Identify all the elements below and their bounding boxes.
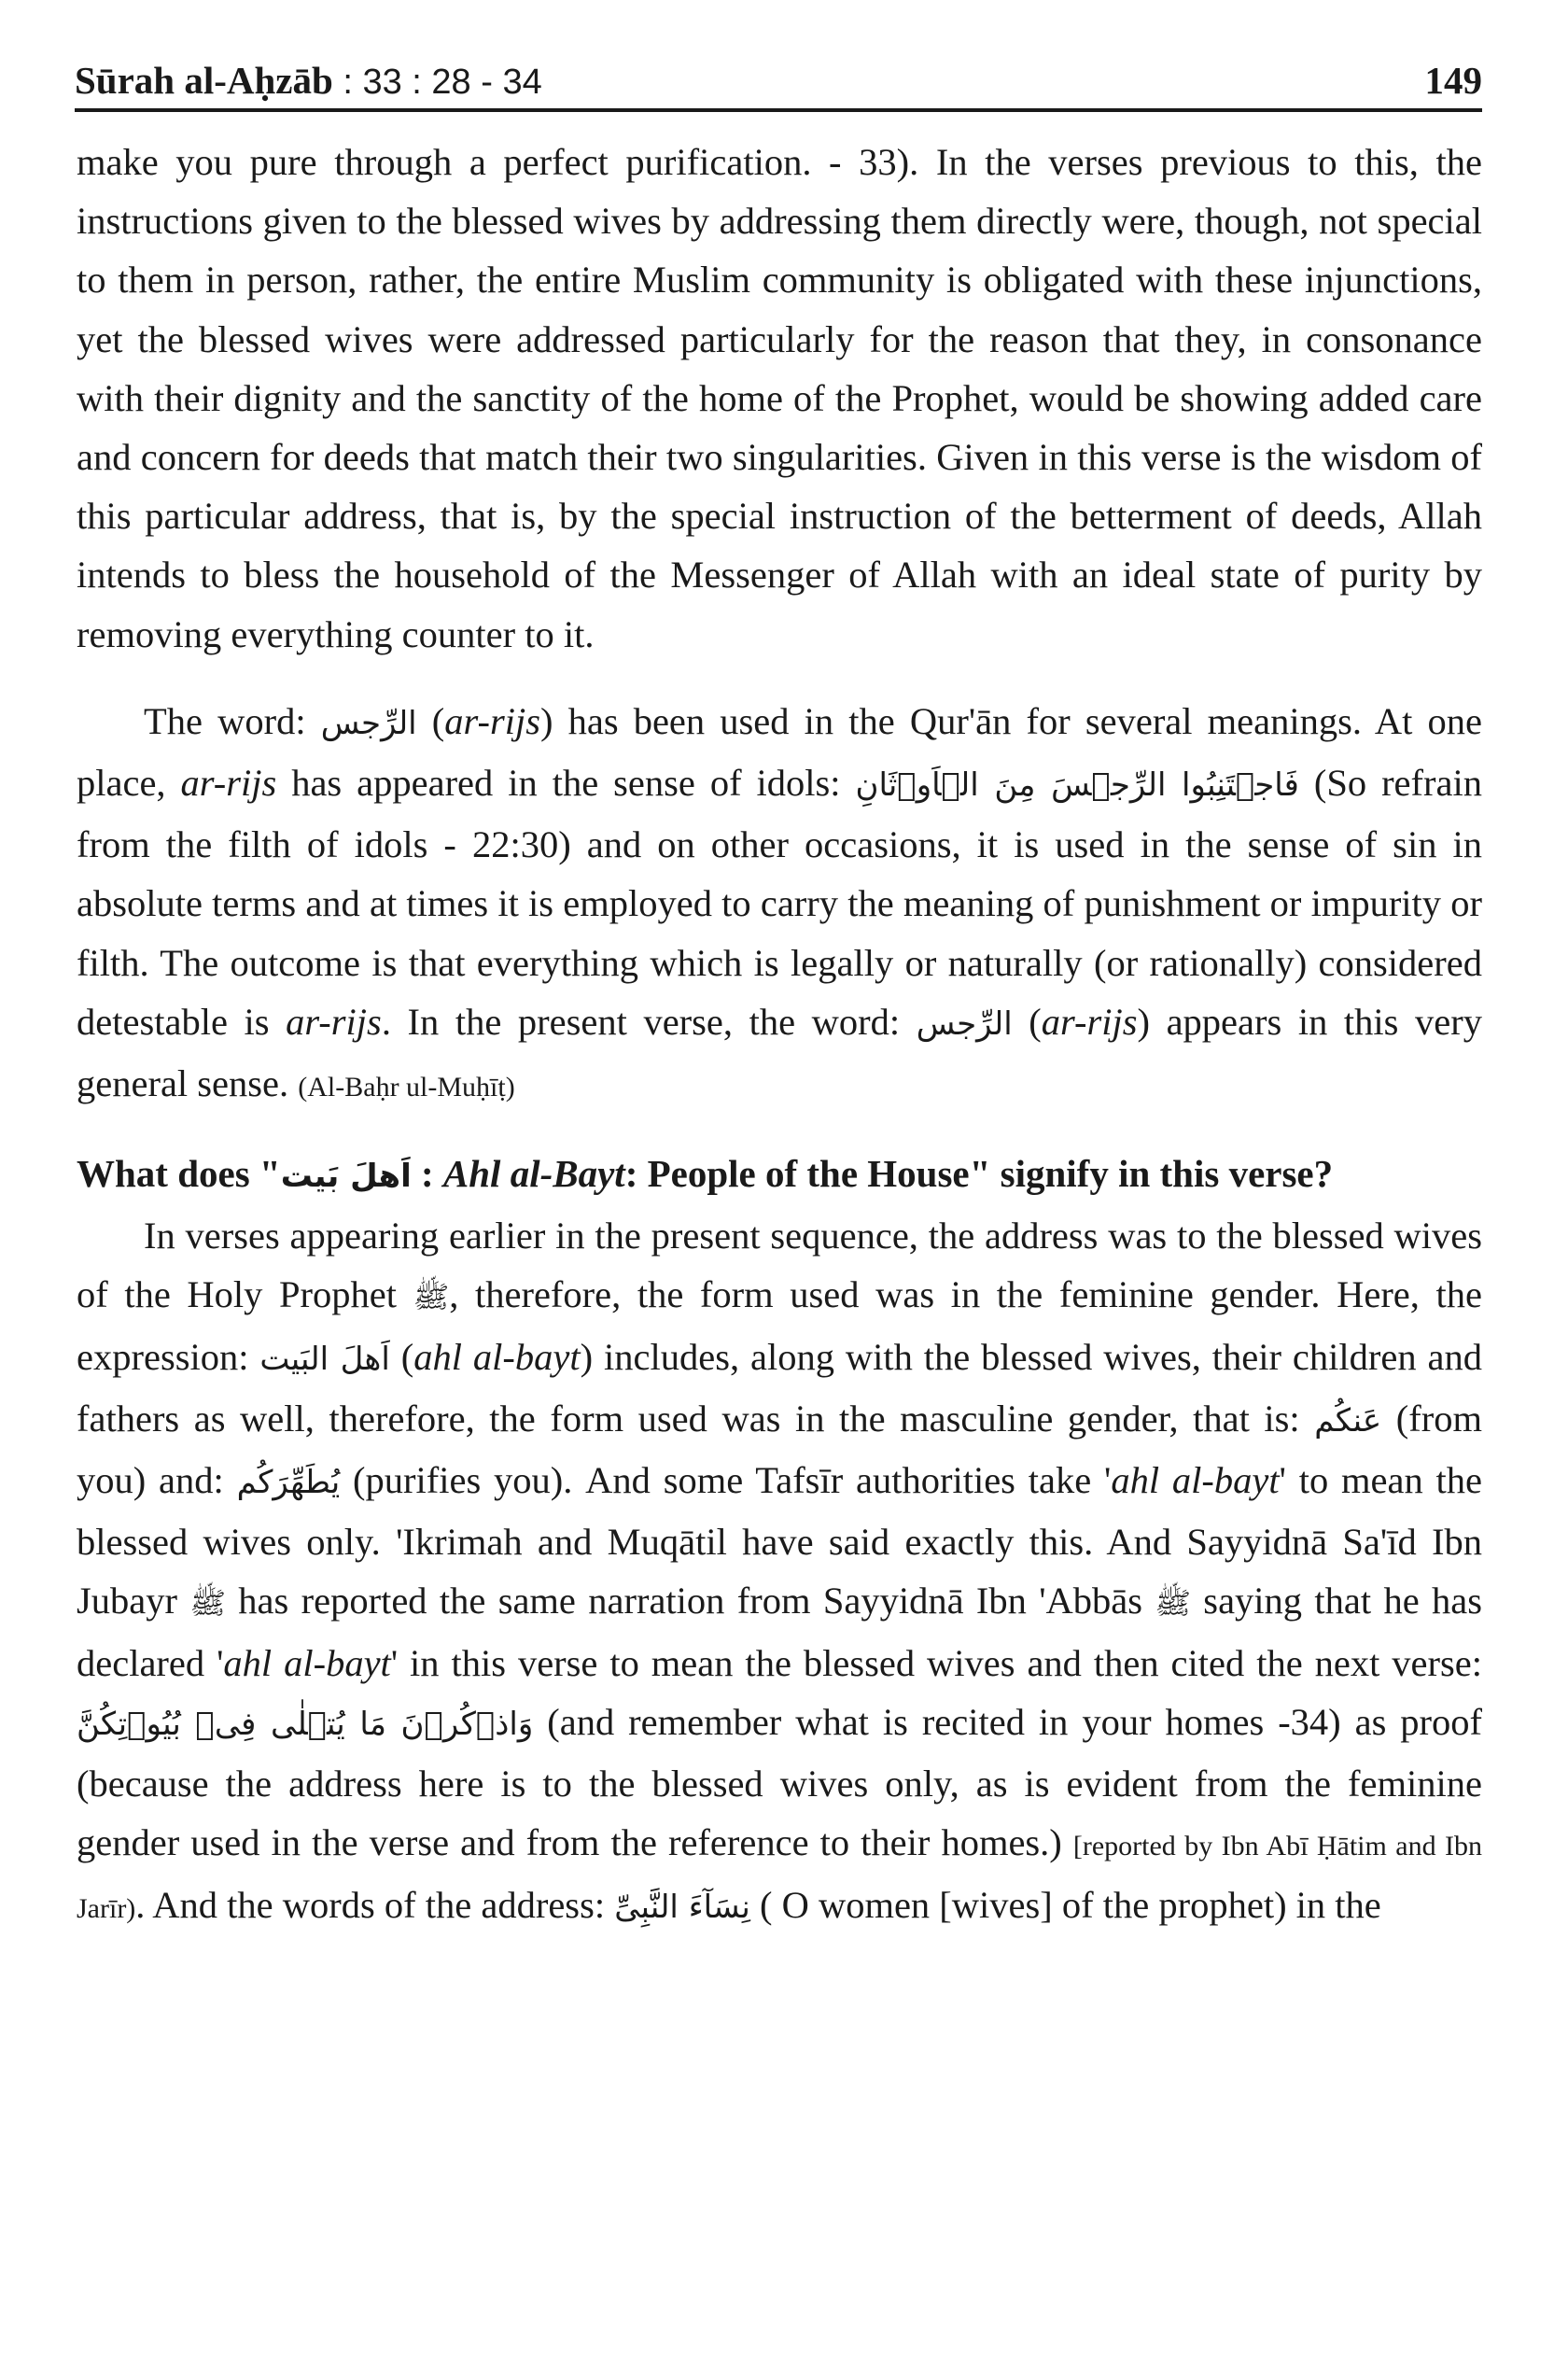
italic-term: ar-rijs: [444, 699, 540, 742]
arabic-verse: وَاذۡكُرۡنَ مَا يُتۡلٰى فِىۡ بُيُوۡتِكُنَّ: [77, 1705, 534, 1743]
text-run: has reported the same narration from Sayyidnā Ibn 'Abbās: [225, 1580, 1155, 1622]
heading-text: :: [411, 1152, 443, 1196]
text-run: ) appears in this very general sense.: [77, 1000, 1482, 1105]
section-heading: [77, 1145, 1482, 1206]
citation: [reported by Ibn Abī Ḥātim and Ibn Jarīr): [77, 1831, 1482, 1925]
text-run: has appeared in the sense of idols:: [276, 762, 856, 805]
paragraph-continued: make you pure through a perfect purification. - 33). In the verses previous to this, the instructions given to the blessed wives by addressing them directly were, though, not special to them in person, rather, the entire Muslim community is obligated with these injunctions, yet the blessed wives were addressed particularly for the reason that they, in consonance with their dignity and the sanctity of the home of the Prophet, would be showing added care and concern for deeds that match their two singularities. Given in this verse is the wisdom of this particular address, that is, by the special instruction of the betterment of deeds, Allah intends to bless the household of the Messenger of Allah with an ideal state of purity by removing everything counter to it.: [77, 141, 1482, 655]
verse-reference: : 33 : 28 - 34: [332, 63, 542, 102]
arabic-term: يُطَهِّرَكُم: [236, 1464, 341, 1502]
arabic-verse: فَاجۡتَنِبُوا الرِّجۡسَ مِنَ الۡاَوۡثَانِ: [855, 766, 1299, 805]
honorific-symbol: ﷺ: [1155, 1586, 1191, 1621]
text-run: saying that he has declared ': [77, 1580, 1482, 1684]
text-run: (: [389, 1335, 414, 1378]
text-run: . And the words of the address:: [135, 1884, 615, 1927]
surah-name: Sūrah al-Aḥzāb: [75, 59, 333, 102]
arabic-term: نِسَآءَ النَّبِىِّ: [614, 1889, 750, 1927]
arabic-term: الرِّجس: [320, 704, 417, 742]
italic-term: ar-rijs: [180, 762, 277, 805]
citation: (Al-Baḥr ul-Muḥīṭ): [298, 1072, 515, 1103]
paragraph-ahl-al-bayt: [77, 1206, 1482, 1938]
honorific-symbol: ﷺ: [189, 1586, 226, 1621]
text-run: (and remember what is recited in your homes -34) as proof (because the address here is to the blessed wives only, as is evident from the feminine gender used in the verse and from the reference to their homes.): [77, 1700, 1482, 1864]
text-run: ' to mean the blessed wives only. 'Ikrimah and Muqātil have said exactly this. And Sayyidnā Sa'īd Ibn Jubayr: [77, 1459, 1482, 1622]
text-run: (: [1012, 1000, 1042, 1043]
text-run: (So refrain from the filth of idols - 22:30) and on other occasions, it is used in the sense of sin in absolute terms and at times it is employed to carry the meaning of punishment or impurity or filth. The outcome is that everything which is legally or naturally (or rationally) considered detestable is: [77, 762, 1482, 1043]
heading-text: What does ": [77, 1152, 281, 1196]
text-run: ( O women [wives] of the prophet) in the: [749, 1884, 1381, 1927]
text-run: The word:: [144, 699, 321, 742]
text-run: ) includes, along with the blessed wives, their children and fathers as well, therefore, the form used was in the masculine gender, that is:: [77, 1335, 1482, 1440]
arabic-term: عَنكُم: [1314, 1401, 1382, 1440]
text-run: . In the present verse, the word:: [381, 1000, 917, 1043]
heading-text: : People of the House" signify in this verse?: [624, 1152, 1334, 1196]
arabic-term: اَهلَ البَيت: [259, 1340, 390, 1378]
page-number: 149: [1424, 59, 1482, 102]
text-run: In verses appearing earlier in the present sequence, the address was to the blessed wives of the Holy Prophet: [77, 1215, 1482, 1316]
salutation-symbol: ﷺ: [413, 1280, 450, 1314]
text-run: (: [416, 699, 445, 742]
text-run: ) has been used in the Qur'ān for several meanings. At one place,: [77, 699, 1482, 805]
arabic-term: الرِّجس: [916, 1004, 1013, 1043]
text-run: ' in this verse to mean the blessed wives and then cited the next verse:: [390, 1641, 1482, 1684]
italic-term: ahl al-bayt: [1111, 1459, 1280, 1502]
italic-term: ahl al-bayt: [413, 1335, 581, 1378]
heading-italic: Ahl al-Bayt: [442, 1152, 625, 1196]
page-header: [75, 47, 1482, 103]
text-run: (from you) and:: [77, 1397, 1482, 1502]
header-rule: [75, 108, 1482, 112]
paragraph-ar-rijs: [77, 692, 1482, 1117]
text-run: , therefore, the form used was in the feminine gender. Here, the expression:: [77, 1273, 1482, 1378]
text-run: (purifies you). And some Tafsīr authorities take ': [340, 1459, 1112, 1502]
italic-term: ar-rijs: [1041, 1000, 1138, 1043]
italic-term: ar-rijs: [286, 1000, 382, 1043]
italic-term: ahl al-bayt: [223, 1641, 391, 1684]
arabic-term: اَهلَ بَيت: [280, 1158, 412, 1196]
body-text: [77, 133, 1482, 1939]
running-title: [75, 58, 542, 103]
